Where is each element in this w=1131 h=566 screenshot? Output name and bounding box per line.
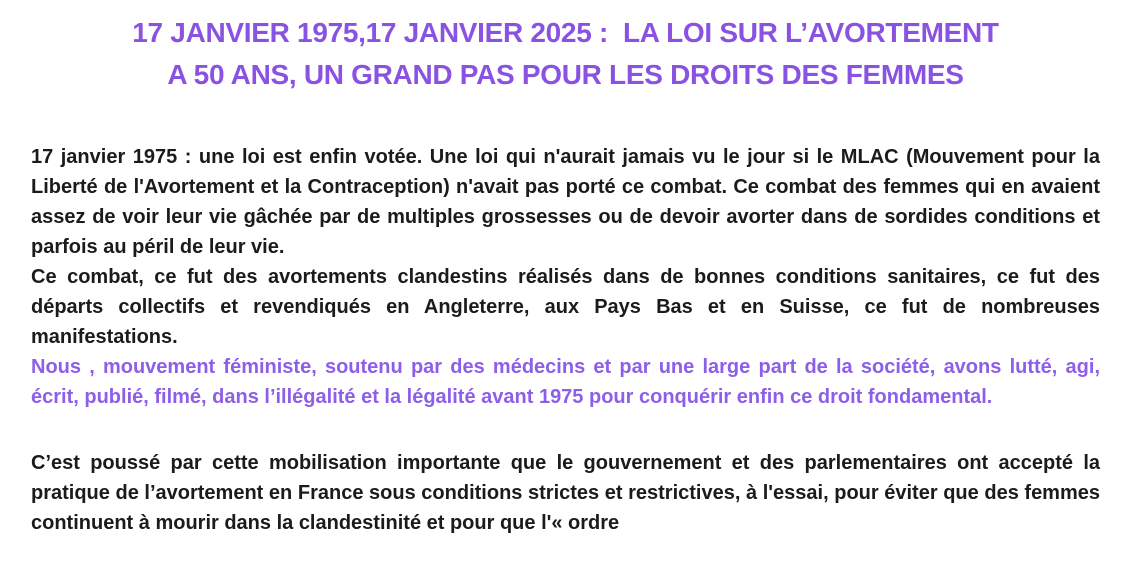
document-body [0, 142, 1131, 538]
paragraph-mobilisation: C’est poussé par cette mobilisation importante que le gouvernement et des parlementaires ont accepté la pratique de l’avortement en France sous conditions strictes et restrictives, à l'essai, pour éviter que des femmes continuent à mourir dans la clandestinité et pour que l'« ordre [31, 452, 1106, 534]
paragraph-intro-1975: 17 janvier 1975 : une loi est enfin votée. Une loi qui n'aurait jamais vu le jour si le MLAC (Mouvement pour la Liberté de l'Avortement et la Contraception) n'avait pas porté ce combat. Ce combat des femmes qui en avaient assez de voir leur vie gâchée par de multiples grossesses ou de devoir avorter dans de sordides conditions et parfois au péril de leur vie. [31, 146, 1106, 258]
page-title-line-1: 17 JANVIER 1975,17 JANVIER 2025 : LA LOI SUR L’AVORTEMENT [132, 17, 999, 48]
page-title-line-2: A 50 ANS, UN GRAND PAS POUR LES DROITS DES FEMMES [167, 59, 964, 90]
paragraph-mouvement-feministe: Nous , mouvement féministe, soutenu par des médecins et par une large part de la société, avons lutté, agi, écrit, publié, filmé, dans l’illégalité et la légalité avant 1975 pour conquérir enfin ce droit fondamental. [31, 356, 1106, 408]
page-title [0, 0, 1131, 96]
paragraph-combat: Ce combat, ce fut des avortements clandestins réalisés dans de bonnes conditions sanitaires, ce fut des départs collectifs et revendiqués en Angleterre, aux Pays Bas et en Suisse, ce fut de nombreuses manifestations. [31, 266, 1106, 348]
